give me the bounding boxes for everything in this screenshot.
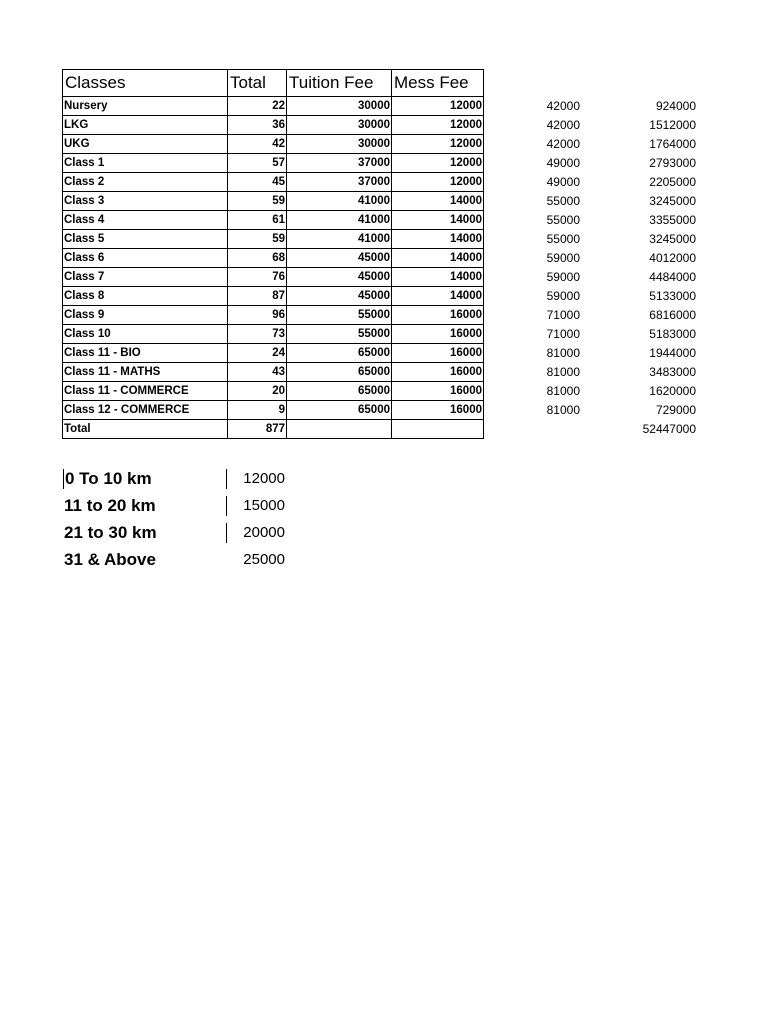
table-row (63, 97, 484, 116)
total-cell: 57 (228, 154, 287, 173)
distance-range-label: 0 To 10 km (63, 469, 227, 489)
amount-cell: 1512000 (649, 118, 696, 132)
side-row (501, 154, 698, 173)
class-name-cell: UKG (63, 135, 228, 154)
fee-sum-cell: 81000 (546, 403, 580, 417)
grand-amount-cell: 52447000 (642, 422, 696, 436)
mess-fee-cell: 14000 (392, 268, 484, 287)
tuition-fee-cell: 37000 (287, 173, 392, 192)
class-name-cell: Class 10 (63, 325, 228, 344)
fee-sum-cell: 59000 (546, 251, 580, 265)
side-row (501, 192, 698, 211)
empty-cell (287, 420, 392, 439)
tuition-fee-cell: 55000 (287, 306, 392, 325)
tuition-fee-cell: 41000 (287, 211, 392, 230)
tuition-fee-cell: 37000 (287, 154, 392, 173)
tuition-fee-cell: 55000 (287, 325, 392, 344)
table-row (63, 192, 484, 211)
side-row (501, 97, 698, 116)
tuition-fee-cell: 45000 (287, 268, 392, 287)
amount-cell: 4484000 (649, 270, 696, 284)
side-total-row (501, 420, 698, 439)
class-name-cell: Class 4 (63, 211, 228, 230)
class-name-cell: Class 12 - COMMERCE (63, 401, 228, 420)
class-name-cell: Class 11 - BIO (63, 344, 228, 363)
mess-fee-cell: 16000 (392, 344, 484, 363)
fee-sum-cell: 71000 (546, 308, 580, 322)
table-row (63, 401, 484, 420)
distance-fee-value: 20000 (243, 524, 285, 541)
distance-row (63, 519, 285, 546)
distance-range-label: 21 to 30 km (63, 523, 227, 543)
tuition-fee-cell: 65000 (287, 401, 392, 420)
amount-cell: 2205000 (649, 175, 696, 189)
total-cell: 43 (228, 363, 287, 382)
amount-cell: 3355000 (649, 213, 696, 227)
mess-fee-cell: 16000 (392, 325, 484, 344)
amount-cell: 2793000 (649, 156, 696, 170)
amount-cell: 6816000 (649, 308, 696, 322)
fee-sum-cell: 55000 (546, 213, 580, 227)
mess-fee-cell: 12000 (392, 154, 484, 173)
total-label-cell: Total (63, 420, 228, 439)
fee-sum-cell: 55000 (546, 232, 580, 246)
fee-sum-cell: 59000 (546, 289, 580, 303)
table-row (63, 268, 484, 287)
distance-row (63, 492, 285, 519)
mess-fee-cell: 14000 (392, 192, 484, 211)
class-name-cell: Class 11 - MATHS (63, 363, 228, 382)
distance-fee-list (63, 465, 285, 573)
side-row (501, 268, 698, 287)
tuition-fee-cell: 45000 (287, 249, 392, 268)
fee-table (62, 69, 484, 439)
tuition-fee-cell: 65000 (287, 363, 392, 382)
header-total: Total (228, 70, 287, 97)
amount-cell: 3245000 (649, 194, 696, 208)
side-row (501, 249, 698, 268)
table-row (63, 116, 484, 135)
distance-row (63, 546, 285, 573)
fee-sum-cell: 59000 (546, 270, 580, 284)
side-row (501, 363, 698, 382)
grand-total-cell: 877 (228, 420, 287, 439)
fee-sum-cell: 81000 (546, 384, 580, 398)
header-row (63, 70, 484, 97)
total-cell: 68 (228, 249, 287, 268)
table-row (63, 344, 484, 363)
tuition-fee-cell: 45000 (287, 287, 392, 306)
table-row (63, 363, 484, 382)
fee-sum-cell: 81000 (546, 365, 580, 379)
mess-fee-cell: 14000 (392, 287, 484, 306)
mess-fee-cell: 12000 (392, 116, 484, 135)
total-cell: 42 (228, 135, 287, 154)
class-name-cell: Class 5 (63, 230, 228, 249)
side-row (501, 306, 698, 325)
tuition-fee-cell: 30000 (287, 135, 392, 154)
class-name-cell: Class 3 (63, 192, 228, 211)
class-name-cell: Class 11 - COMMERCE (63, 382, 228, 401)
table-row (63, 230, 484, 249)
distance-fee-value: 25000 (243, 551, 285, 568)
amount-cell: 924000 (655, 99, 696, 113)
total-cell: 87 (228, 287, 287, 306)
distance-range-label: 31 & Above (64, 549, 156, 569)
table-row (63, 211, 484, 230)
amount-cell: 5133000 (649, 289, 696, 303)
side-totals-body (501, 97, 698, 439)
class-name-cell: Class 7 (63, 268, 228, 287)
total-cell: 24 (228, 344, 287, 363)
empty-cell (501, 420, 582, 439)
class-name-cell: Class 6 (63, 249, 228, 268)
total-cell: 20 (228, 382, 287, 401)
side-row (501, 116, 698, 135)
amount-cell: 1944000 (649, 346, 696, 360)
table-row (63, 382, 484, 401)
fee-sum-cell: 49000 (546, 156, 580, 170)
amount-cell: 1620000 (649, 384, 696, 398)
class-name-cell: Class 9 (63, 306, 228, 325)
mess-fee-cell: 14000 (392, 249, 484, 268)
mess-fee-cell: 12000 (392, 135, 484, 154)
tuition-fee-cell: 41000 (287, 230, 392, 249)
header-classes: Classes (63, 70, 228, 97)
total-cell: 73 (228, 325, 287, 344)
distance-range-label: 11 to 20 km (63, 496, 227, 516)
table-row (63, 249, 484, 268)
side-totals (500, 96, 698, 439)
total-cell: 59 (228, 192, 287, 211)
mess-fee-cell: 12000 (392, 173, 484, 192)
side-row (501, 325, 698, 344)
table-row (63, 287, 484, 306)
fee-sum-cell: 81000 (546, 346, 580, 360)
amount-cell: 5183000 (649, 327, 696, 341)
fee-table-body (63, 97, 484, 439)
side-row (501, 287, 698, 306)
total-cell: 96 (228, 306, 287, 325)
side-row (501, 230, 698, 249)
header-tuition-fee: Tuition Fee (287, 70, 392, 97)
tuition-fee-cell: 65000 (287, 382, 392, 401)
table-row (63, 325, 484, 344)
total-cell: 61 (228, 211, 287, 230)
fee-sum-cell: 42000 (546, 99, 580, 113)
table-row (63, 306, 484, 325)
class-name-cell: Nursery (63, 97, 228, 116)
mess-fee-cell: 16000 (392, 306, 484, 325)
class-name-cell: Class 8 (63, 287, 228, 306)
mess-fee-cell: 16000 (392, 363, 484, 382)
total-cell: 9 (228, 401, 287, 420)
total-cell: 45 (228, 173, 287, 192)
class-name-cell: Class 1 (63, 154, 228, 173)
mess-fee-cell: 16000 (392, 382, 484, 401)
empty-cell (392, 420, 484, 439)
table-row (63, 154, 484, 173)
total-cell: 59 (228, 230, 287, 249)
amount-cell: 1764000 (649, 137, 696, 151)
fee-sum-cell: 71000 (546, 327, 580, 341)
mess-fee-cell: 14000 (392, 211, 484, 230)
total-row (63, 420, 484, 439)
tuition-fee-cell: 41000 (287, 192, 392, 211)
fee-sum-cell: 42000 (546, 118, 580, 132)
tuition-fee-cell: 65000 (287, 344, 392, 363)
total-cell: 36 (228, 116, 287, 135)
tuition-fee-cell: 30000 (287, 97, 392, 116)
distance-fee-value: 12000 (243, 470, 285, 487)
total-cell: 76 (228, 268, 287, 287)
amount-cell: 3245000 (649, 232, 696, 246)
fee-sum-cell: 42000 (546, 137, 580, 151)
side-row (501, 344, 698, 363)
mess-fee-cell: 12000 (392, 97, 484, 116)
mess-fee-cell: 14000 (392, 230, 484, 249)
fee-sum-cell: 55000 (546, 194, 580, 208)
total-cell: 22 (228, 97, 287, 116)
header-mess-fee: Mess Fee (392, 70, 484, 97)
amount-cell: 4012000 (649, 251, 696, 265)
fee-sum-cell: 49000 (546, 175, 580, 189)
distance-row (63, 465, 285, 492)
distance-fee-value: 15000 (243, 497, 285, 514)
side-row (501, 173, 698, 192)
side-row (501, 382, 698, 401)
amount-cell: 3483000 (649, 365, 696, 379)
tuition-fee-cell: 30000 (287, 116, 392, 135)
side-row (501, 135, 698, 154)
class-name-cell: Class 2 (63, 173, 228, 192)
amount-cell: 729000 (655, 403, 696, 417)
table-row (63, 135, 484, 154)
table-row (63, 173, 484, 192)
mess-fee-cell: 16000 (392, 401, 484, 420)
side-row (501, 401, 698, 420)
side-row (501, 211, 698, 230)
class-name-cell: LKG (63, 116, 228, 135)
